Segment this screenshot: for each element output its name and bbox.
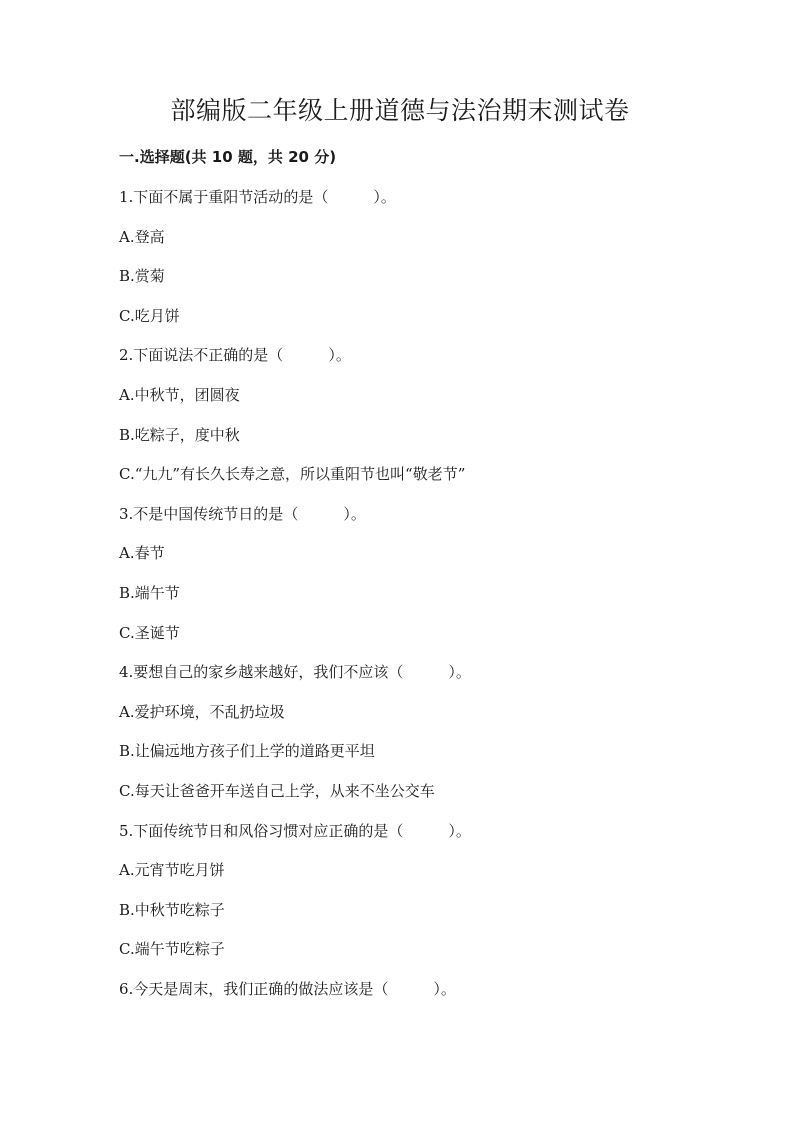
question-2-option-a: A.中秋节，团圆夜 [119,385,240,404]
question-1-option-b: B.赏菊 [119,267,165,286]
question-5-option-b: B.中秋节吃粽子 [119,900,225,919]
section-heading: 一.选择题(共 10 题，共 20 分) [119,148,337,166]
question-4-option-b: B.让偏远地方孩子们上学的道路更平坦 [119,742,375,761]
exam-title: 部编版二年级上册道德与法治期末测试卷 [170,96,630,125]
question-5-option-c: C.端午节吃粽子 [119,940,225,959]
question-4-option-c: C.每天让爸爸开车送自己上学，从来不坐公交车 [119,781,435,800]
question-4-option-a: A.爱护环境，不乱扔垃圾 [119,702,285,721]
question-list [119,186,719,1017]
question-3-option-b: B.端午节 [119,583,180,602]
question-3-option-a: A.春节 [119,544,165,563]
question-2-option-c: C.“九九”有长久长寿之意，所以重阳节也叫“敬老节” [119,465,466,484]
question-2-stem: 2.下面说法不正确的是（ ）。 [119,346,351,365]
question-4-stem: 4.要想自己的家乡越来越好，我们不应该（ ）。 [119,663,471,682]
question-6-stem: 6.今天是周末，我们正确的做法应该是（ ）。 [119,979,456,998]
question-5-stem: 5.下面传统节日和风俗习惯对应正确的是（ ）。 [119,821,471,840]
question-1-stem: 1.下面不属于重阳节活动的是（ ）。 [119,188,396,206]
question-3-option-c: C.圣诞节 [119,623,180,642]
question-2-option-b: B.吃粽子，度中秋 [119,425,240,444]
question-1-option-c: C.吃月饼 [119,306,180,325]
question-5-option-a: A.元宵节吃月饼 [119,861,225,880]
question-1-option-a: A.登高 [119,227,165,246]
question-3-stem: 3.不是中国传统节日的是（ ）。 [119,504,366,523]
